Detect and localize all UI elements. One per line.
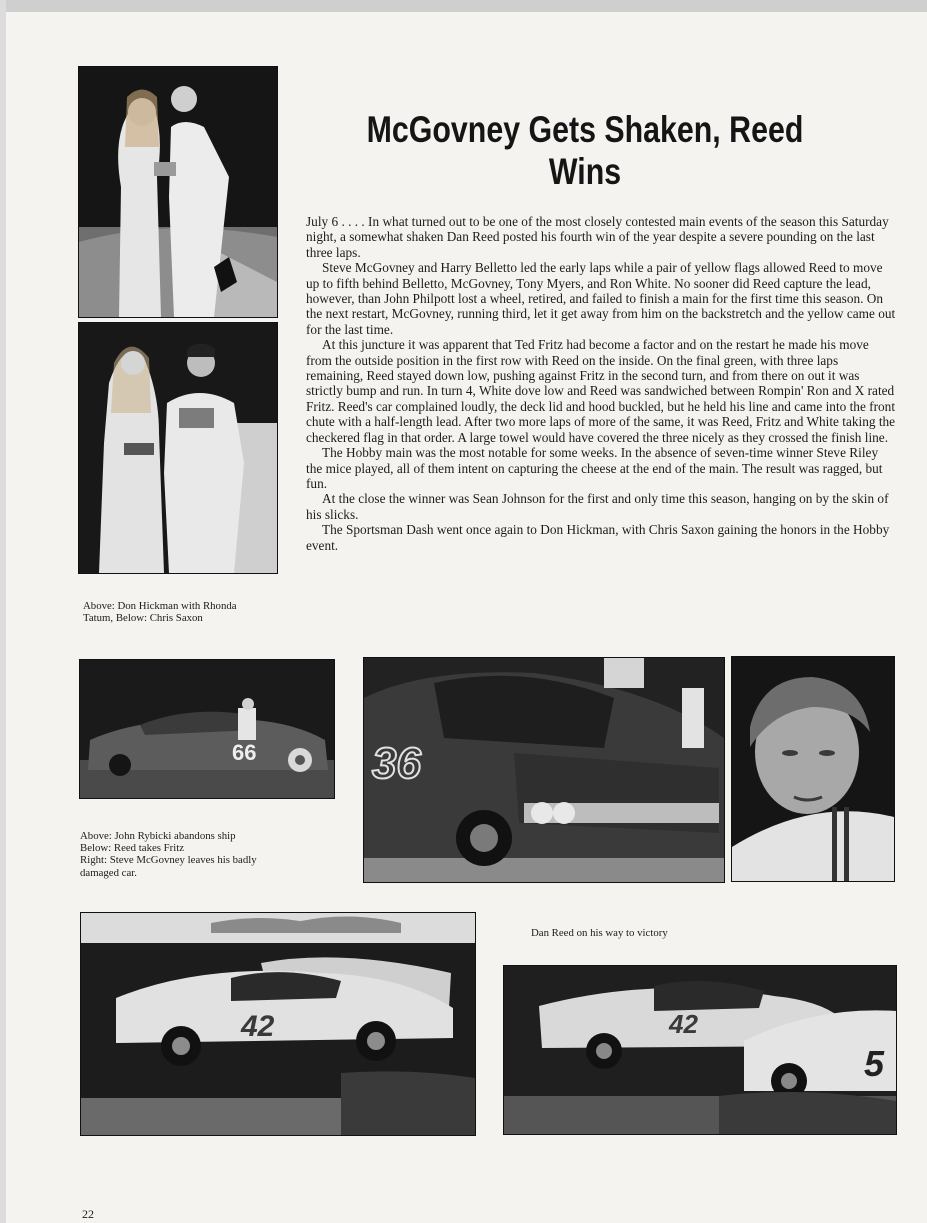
article-paragraph: The Sportsman Dash went once again to Don Hickman, with Chris Saxon gaining the honors in the Hobby event. bbox=[306, 522, 890, 553]
article-paragraph: The Hobby main was the most notable for some weeks. In the absence of seven-time winner Steve Riley the mice played, all of them intent on capturing the cheese at the end of the main. The result was ragged, but fun. bbox=[306, 445, 883, 491]
caption-reed bbox=[531, 927, 781, 939]
scan-edge-top bbox=[0, 0, 927, 12]
caption-cars bbox=[80, 830, 310, 879]
car-number-rybicki: 66 bbox=[232, 740, 257, 765]
car-number-other: 5 bbox=[864, 1043, 885, 1084]
article-paragraph: July 6 . . . . In what turned out to be one of the most closely contested main events of the season this Saturday night, a somewhat shaken Dan Reed posted his fourth win of the year despite a severe pounding on the last three laps. bbox=[306, 214, 889, 260]
article-paragraph: Steve McGovney and Harry Belletto led the early laps while a pair of yellow flags allowed Reed to move up to fifth behind Belletto, McGovney, Tony Myers, and Ron White. No sooner did Reed capture the lead, however, than John Philpott lost a wheel, retired, and failed to finish a main for the first time this season. On the next restart, McGovney, running third, let it get away from him on the backstretch and the yellow came out for the last time. bbox=[306, 260, 896, 337]
caption-winners bbox=[83, 600, 283, 624]
caption-line: Right: Steve McGovney leaves his badly bbox=[80, 854, 257, 867]
caption-line: Dan Reed on his way to victory bbox=[531, 927, 668, 939]
article-body bbox=[306, 214, 896, 553]
car-number-reed: 42 bbox=[241, 1010, 275, 1043]
car-number-mcgovney: 36 bbox=[372, 739, 421, 788]
page-number: 22 bbox=[82, 1207, 94, 1221]
photo-hickman-tatum bbox=[78, 66, 278, 318]
article-title: McGovney Gets Shaken, Reed Wins bbox=[366, 108, 804, 192]
article-paragraph: At the close the winner was Sean Johnson for the first and only time this season, hanging on by the skin of his slicks. bbox=[306, 491, 889, 522]
photo-mcgovney-portrait bbox=[731, 656, 895, 882]
article-paragraph: At this juncture it was apparent that Ted Fritz had become a factor and on the restart he made his move from the outside position in the first row with Reed on the inside. On the final green, with three laps remaining, Reed stayed down low, pushing against Fritz in the second turn, and from there on out it was strictly bump and run. In turn 4, White dove low and Reed was sandwiched between Rompin' Ron and X rated Fritz. Reed's car complained loudly, the deck lid and hood buckled, but he held his line and came into the front chute with a half-length lead. After two more laps of more of the same, it was Reed, Fritz and White taking the checkered flag in that order. A large towel would have covered the three nicely as they crossed the finish line. bbox=[306, 337, 896, 445]
scan-edge-left bbox=[0, 0, 6, 1223]
photo-reed-takes-fritz bbox=[80, 912, 476, 1136]
car-number-reed: 42 bbox=[669, 1009, 698, 1039]
caption-line: Below: Reed takes Fritz bbox=[80, 842, 185, 855]
photo-chris-saxon bbox=[78, 322, 278, 574]
caption-line: damaged car. bbox=[80, 866, 137, 879]
photo-reed-victory bbox=[503, 965, 897, 1135]
caption-line: Above: Don Hickman with Rhonda bbox=[83, 600, 237, 612]
photo-rybicki-abandons-ship bbox=[79, 659, 335, 799]
caption-line: Tatum, Below: Chris Saxon bbox=[83, 612, 203, 625]
photo-mcgovney-damaged-car bbox=[363, 657, 725, 883]
caption-line: Above: John Rybicki abandons ship bbox=[80, 830, 236, 842]
